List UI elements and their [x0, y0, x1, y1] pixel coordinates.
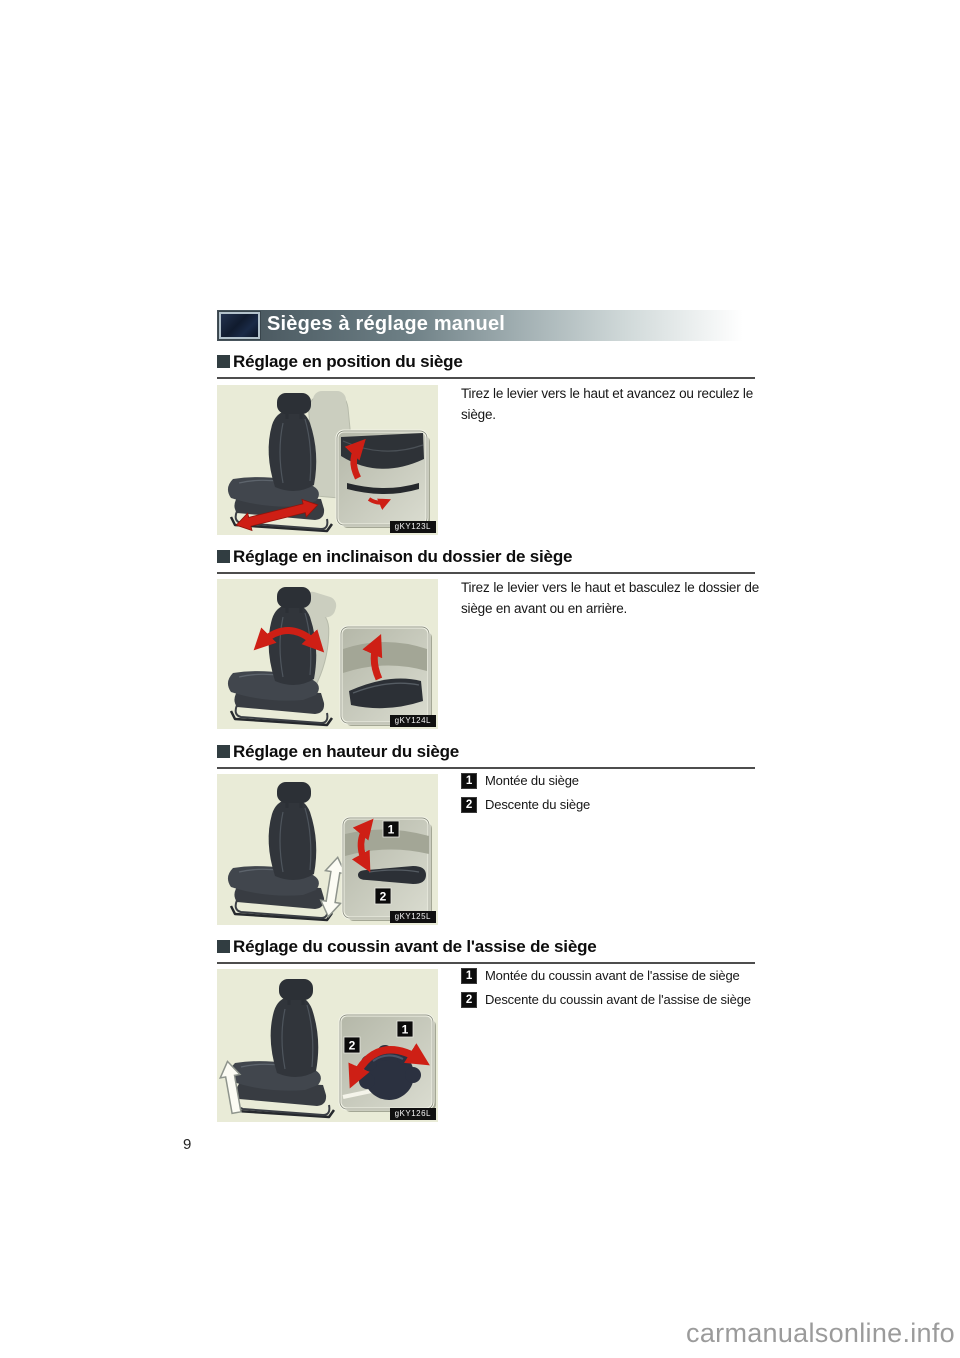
figure-code-label: gKY124L — [390, 715, 436, 727]
instruction-list-cushion-front — [461, 967, 759, 1015]
inset-badge-1 — [383, 821, 399, 837]
section-title: Réglage en position du siège — [233, 352, 463, 371]
section-heading-seat-position — [217, 352, 755, 379]
figure-code-label: gKY125L — [390, 911, 436, 923]
recline-lever-inset — [341, 627, 432, 726]
backrest-recline-illustration — [217, 579, 438, 729]
list-item — [461, 967, 759, 985]
section-heading-seat-height — [217, 742, 755, 769]
section-heading-cushion-front — [217, 937, 755, 964]
svg-text:1: 1 — [401, 1022, 409, 1037]
step-badge: 1 — [461, 968, 477, 984]
list-item — [461, 796, 759, 814]
instruction-text-seat-position — [461, 383, 759, 425]
inset-badge-2 — [375, 888, 391, 904]
step-text: Montée du coussin avant de l'assise de siège — [485, 968, 740, 983]
seat-height-illustration — [217, 774, 438, 925]
cushion-knob-inset — [340, 1015, 436, 1112]
figure-code-label: gKY123L — [390, 521, 436, 533]
seat-pictogram-icon — [219, 312, 260, 339]
instruction-list-seat-height — [461, 772, 759, 820]
cushion-front-illustration — [217, 969, 438, 1122]
list-item — [461, 991, 759, 1009]
step-badge: 2 — [461, 797, 477, 813]
figure-seat-slide — [217, 385, 438, 535]
banner-title: Sièges à réglage manuel — [267, 313, 506, 335]
instruction-text-backrest-angle — [461, 577, 759, 619]
svg-text:1: 1 — [387, 822, 395, 837]
square-bullet-icon — [217, 355, 230, 368]
svg-text:2: 2 — [379, 889, 387, 904]
square-bullet-icon — [217, 745, 230, 758]
figure-code-label: gKY126L — [390, 1108, 436, 1120]
svg-text:2: 2 — [348, 1038, 356, 1053]
section-heading-backrest-angle — [217, 547, 755, 574]
lever-inset — [337, 431, 430, 528]
section-title: Réglage en inclinaison du dossier de siège — [233, 547, 573, 566]
step-text: Descente du siège — [485, 797, 591, 812]
inset-badge-1 — [397, 1021, 413, 1037]
body-paragraph: Tirez le levier vers le haut et avancez ou reculez le siège. — [461, 386, 754, 422]
figure-backrest-recline — [217, 579, 438, 729]
seat-illustration — [230, 979, 334, 1117]
watermark-text: carmanualsonline.info — [686, 1318, 955, 1348]
seat-illustration — [228, 782, 332, 920]
section-banner — [217, 310, 759, 341]
step-badge: 1 — [461, 773, 477, 789]
figure-cushion-front — [217, 969, 438, 1122]
square-bullet-icon — [217, 940, 230, 953]
seat-slide-illustration — [217, 385, 438, 535]
step-text: Descente du coussin avant de l'assise de siège — [485, 992, 751, 1007]
step-text: Montée du siège — [485, 773, 579, 788]
section-title: Réglage du coussin avant de l'assise de siège — [233, 937, 597, 956]
height-lever-inset — [343, 818, 432, 921]
body-paragraph: Tirez le levier vers le haut et basculez le dossier de siège en avant ou en arrière. — [461, 580, 759, 616]
section-title: Réglage en hauteur du siège — [233, 742, 460, 761]
inset-badge-2 — [344, 1037, 360, 1053]
square-bullet-icon — [217, 550, 230, 563]
page-number: 9 — [183, 1136, 192, 1153]
step-badge: 2 — [461, 992, 477, 1008]
figure-seat-height — [217, 774, 438, 925]
list-item — [461, 772, 759, 790]
